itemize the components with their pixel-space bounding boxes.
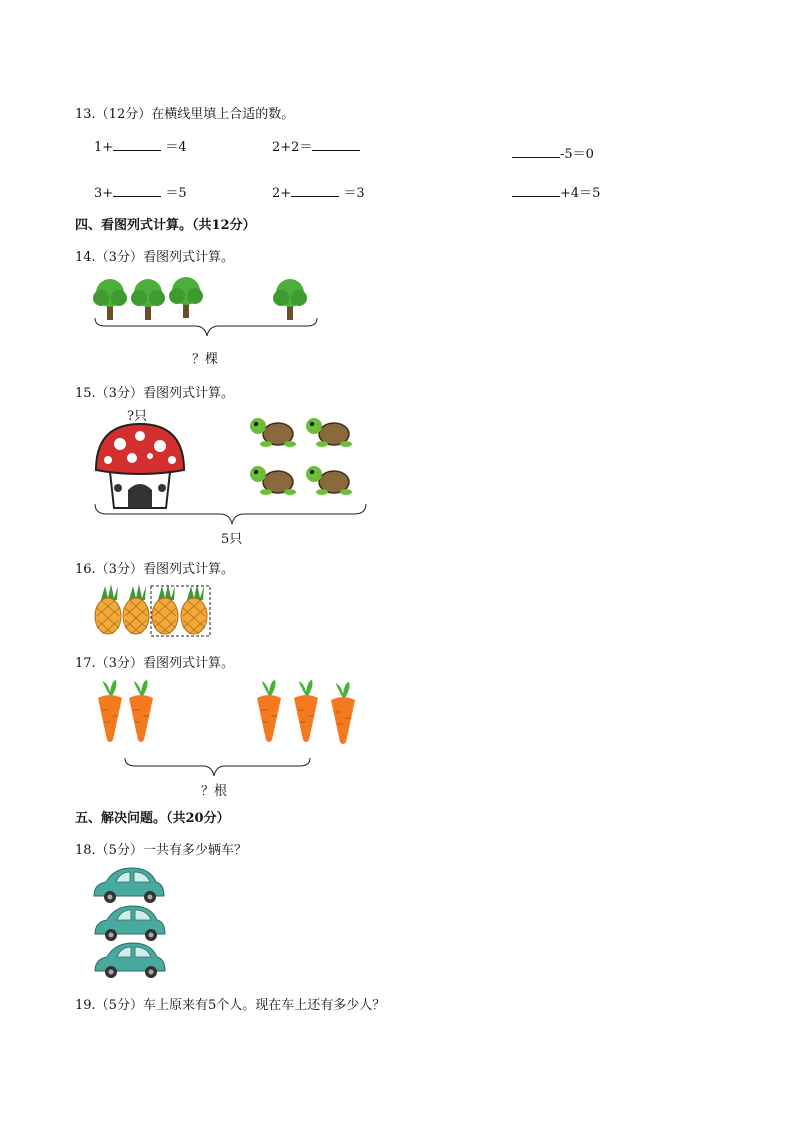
- q19-title: 19.（5分）车上原来有5个人。现在车上还有多少人？: [75, 998, 386, 1013]
- q14-title: 14.（3分）看图列式计算。: [75, 250, 234, 265]
- eq-suffix: -5＝0: [560, 147, 594, 162]
- q15-title: 15.（3分）看图列式计算。: [75, 386, 234, 401]
- eq-suffix: ＝3: [343, 186, 365, 201]
- eq-suffix: +4＝5: [560, 186, 601, 201]
- car-icon: [95, 943, 165, 978]
- eq-prefix: 2+: [272, 186, 292, 201]
- car-icon: [95, 906, 165, 941]
- eq-suffix: ＝5: [165, 186, 187, 201]
- eq-prefix: 1+: [94, 140, 114, 155]
- q18-title: 18.（5分）一共有多少辆车？: [75, 843, 247, 858]
- car-icon: [94, 868, 164, 903]
- section4-heading: 四、看图列式计算。（共12分）: [75, 218, 256, 233]
- section5-heading: 五、解决问题。（共20分）: [75, 811, 230, 826]
- eq-prefix: 3+: [94, 186, 114, 201]
- q15-brace-label: 5只: [221, 532, 243, 547]
- q14-brace-label: ？棵: [192, 352, 219, 367]
- q16-title: 16.（3分）看图列式计算。: [75, 562, 234, 577]
- q15-top-label: ?只: [127, 409, 147, 424]
- q17-title: 17.（3分）看图列式计算。: [75, 656, 234, 671]
- q17-brace-label: ？根: [201, 784, 228, 799]
- eq-suffix: ＝4: [165, 140, 187, 155]
- q13-title: 13.（12分）在横线里填上合适的数。: [75, 107, 295, 122]
- eq-prefix: 2+2＝: [272, 140, 313, 155]
